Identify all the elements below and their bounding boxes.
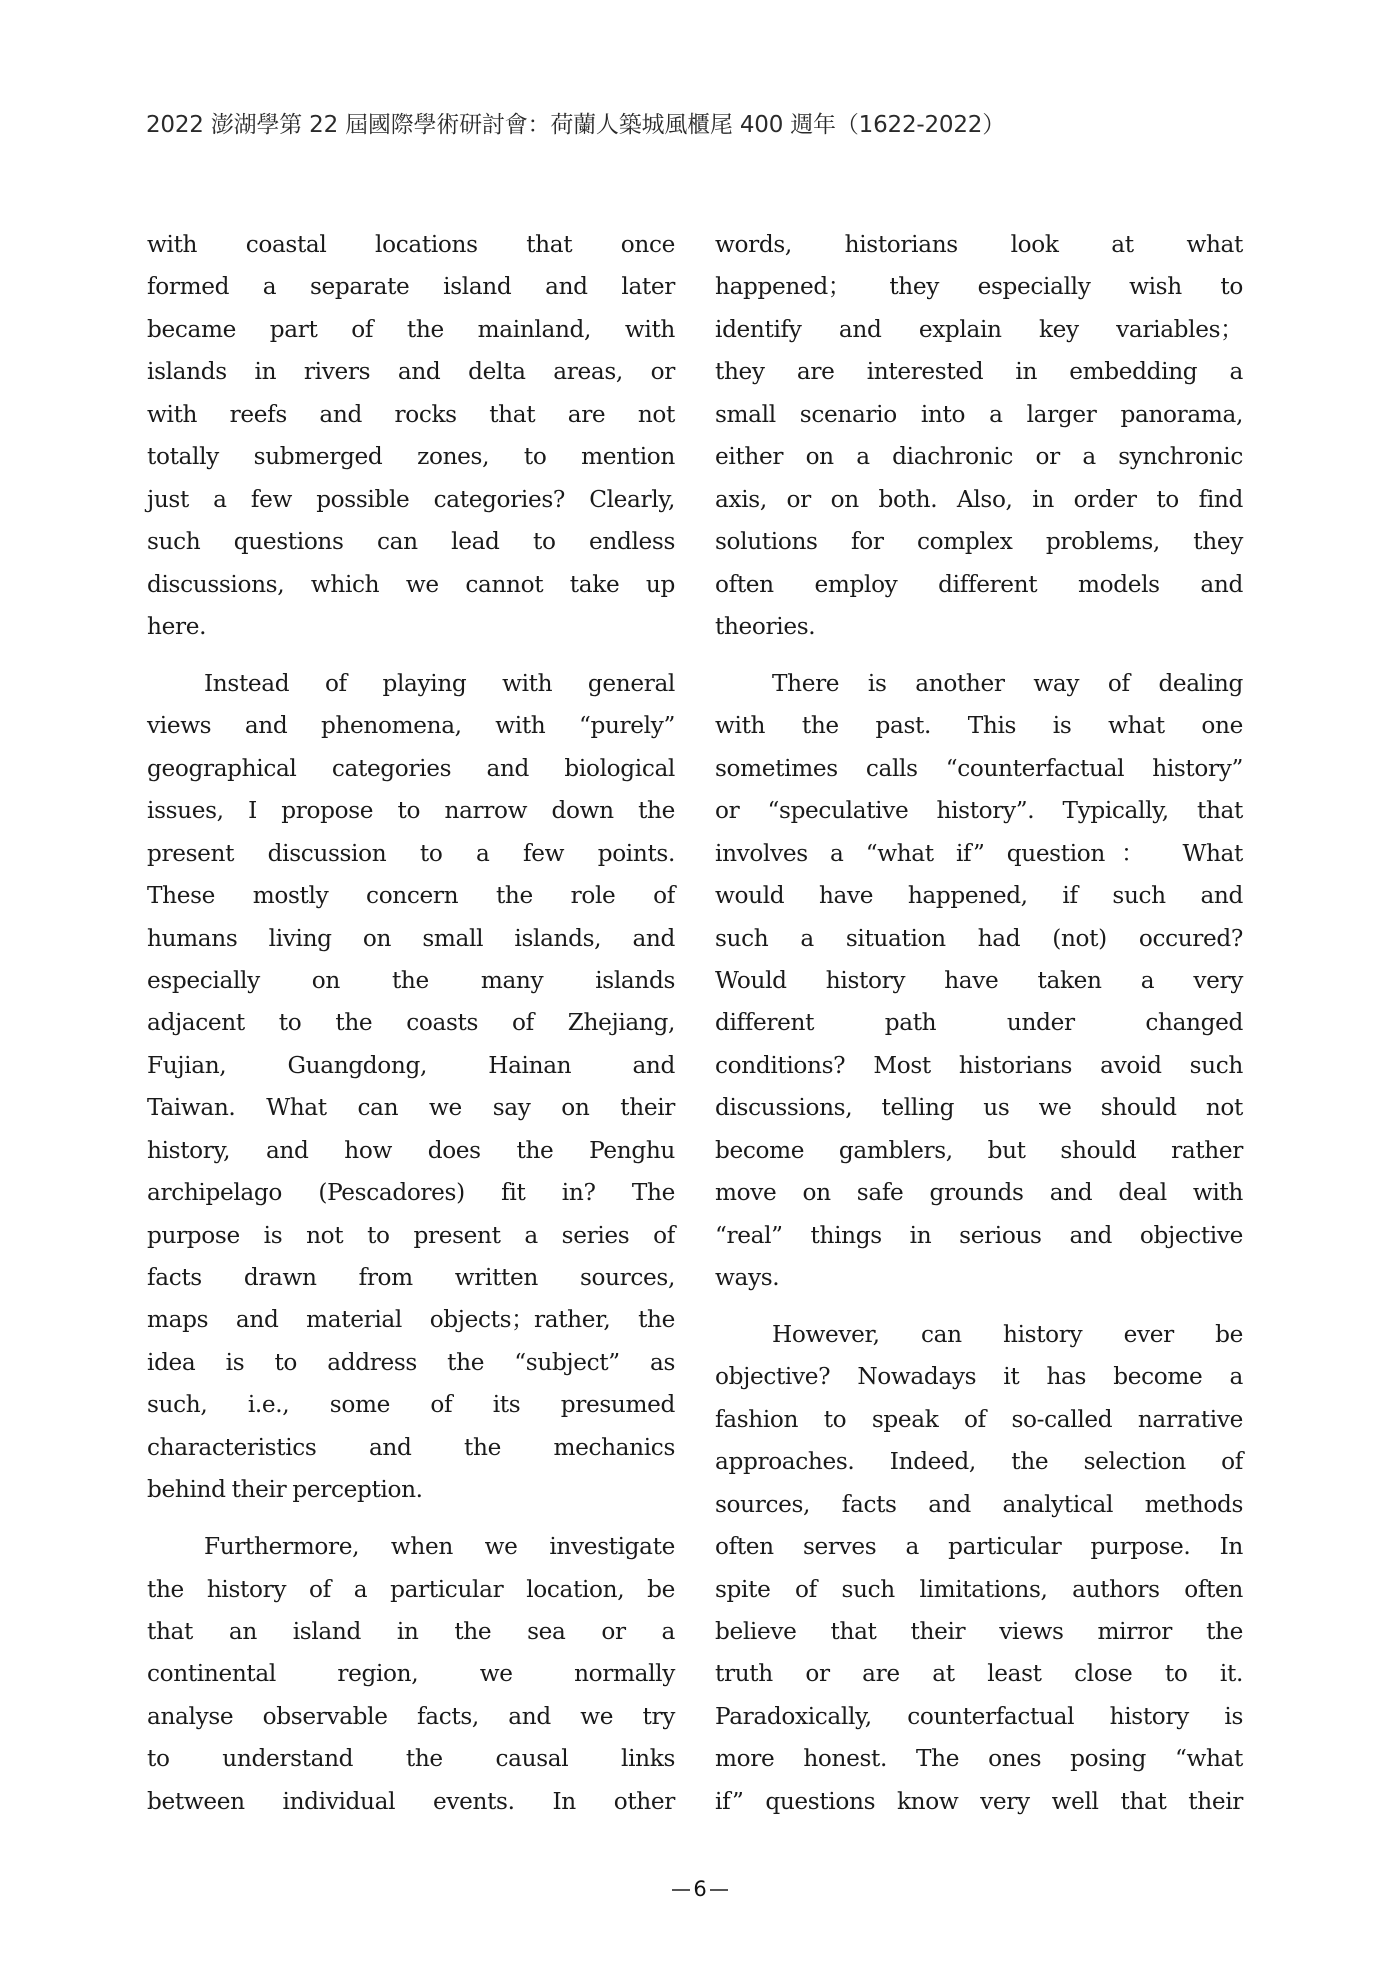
running-header: 2022 澎湖學第 22 屆國際學術研討會：荷蘭人築城風櫃尾 400 週年（1622-2022） xyxy=(146,112,1006,138)
text-line: became part of the mainland, with xyxy=(147,315,675,343)
text-line: axis, or on both. Also, in order to find xyxy=(715,485,1243,513)
text-line: they are interested in embedding a xyxy=(715,358,1243,386)
text-line: analyse observable facts, and we try xyxy=(147,1702,675,1730)
text-line: more honest. The ones posing “what xyxy=(715,1745,1243,1773)
left-column xyxy=(147,224,675,1838)
text-line: Paradoxically, counterfactual history is xyxy=(715,1702,1243,1730)
text-line: spite of such limitations, authors often xyxy=(715,1575,1243,1603)
text-line: if” questions know very well that their xyxy=(715,1787,1243,1815)
text-line: islands in rivers and delta areas, or xyxy=(147,358,675,386)
paragraph xyxy=(715,224,1243,648)
text-line: geographical categories and biological xyxy=(147,754,675,782)
paragraph xyxy=(715,1314,1243,1823)
text-line: Instead of playing with general xyxy=(204,669,675,697)
text-line: the history of a particular location, be xyxy=(147,1575,675,1603)
text-line: archipelago (Pescadores) fit in? The xyxy=(147,1179,675,1207)
text-line: These mostly concern the role of xyxy=(147,882,675,910)
text-line: present discussion to a few points. xyxy=(147,839,675,867)
paragraph xyxy=(147,224,675,648)
paragraph xyxy=(147,663,675,1512)
text-line: purpose is not to present a series of xyxy=(147,1221,675,1249)
text-line: Would history have taken a very xyxy=(715,966,1243,994)
text-line: move on safe grounds and deal with xyxy=(715,1179,1243,1207)
text-line: solutions for complex problems, they xyxy=(715,528,1243,556)
text-line: different path under changed xyxy=(715,1009,1243,1037)
text-line: words, historians look at what xyxy=(715,231,1243,258)
text-line: sources, facts and analytical methods xyxy=(715,1490,1243,1518)
page-number-dash-left xyxy=(672,1889,690,1891)
text-line: approaches. Indeed, the selection of xyxy=(715,1448,1243,1476)
text-line: to understand the causal links xyxy=(147,1745,675,1773)
text-line: often employ different models and xyxy=(715,570,1243,598)
text-line: such a situation had (not) occured? xyxy=(715,924,1243,952)
text-line: discussions, which we cannot take up xyxy=(147,570,675,598)
text-line: or “speculative history”. Typically, that xyxy=(715,797,1243,825)
text-line: issues, I propose to narrow down the xyxy=(147,797,675,825)
text-line: However, can history ever be xyxy=(772,1320,1243,1348)
text-line: between individual events. In other xyxy=(147,1787,675,1815)
text-line: such, i.e., some of its presumed xyxy=(147,1391,675,1419)
right-column xyxy=(715,224,1243,1838)
text-line: sometimes calls “counterfactual history” xyxy=(715,754,1243,782)
text-line: identify and explain key variables； xyxy=(715,315,1243,343)
paragraph xyxy=(147,1526,675,1823)
text-line: characteristics and the mechanics xyxy=(147,1433,675,1461)
text-line: discussions, telling us we should not xyxy=(715,1094,1243,1122)
text-line: theories. xyxy=(715,612,816,640)
text-line: such questions can lead to endless xyxy=(147,528,675,556)
page-number-value: 6 xyxy=(693,1877,707,1901)
text-line: conditions? Most historians avoid such xyxy=(715,1051,1243,1079)
text-line: here. xyxy=(147,612,207,640)
text-line: that an island in the sea or a xyxy=(147,1618,675,1645)
text-line: objective? Nowadays it has become a xyxy=(715,1363,1243,1391)
text-line: either on a diachronic or a synchronic xyxy=(715,443,1243,471)
text-line: formed a separate island and later xyxy=(147,273,675,301)
text-line: Taiwan. What can we say on their xyxy=(147,1094,675,1122)
text-line: Fujian, Guangdong, Hainan and xyxy=(147,1051,675,1079)
text-line: involves a “what if” question： What xyxy=(715,839,1243,867)
text-line: idea is to address the “subject” as xyxy=(147,1348,675,1376)
text-line: views and phenomena, with “purely” xyxy=(147,712,675,740)
text-line: would have happened, if such and xyxy=(715,882,1243,910)
text-line: There is another way of dealing xyxy=(772,669,1243,697)
text-line: with the past. This is what one xyxy=(715,712,1243,740)
text-line: maps and material objects；rather, the xyxy=(147,1306,675,1334)
text-line: with reefs and rocks that are not xyxy=(147,400,675,428)
text-line: ways. xyxy=(715,1264,780,1291)
text-line: often serves a particular purpose. In xyxy=(715,1533,1243,1561)
text-line: totally submerged zones, to mention xyxy=(147,443,675,471)
text-line: just a few possible categories? Clearly, xyxy=(147,485,675,513)
text-line: believe that their views mirror the xyxy=(715,1618,1243,1645)
text-line: facts drawn from written sources, xyxy=(147,1264,675,1291)
page-number-dash-right xyxy=(710,1889,728,1891)
text-line: small scenario into a larger panorama, xyxy=(715,400,1243,428)
text-line: continental region, we normally xyxy=(147,1660,675,1688)
text-line: especially on the many islands xyxy=(147,966,675,994)
text-line: Furthermore, when we investigate xyxy=(204,1533,675,1561)
text-line: become gamblers, but should rather xyxy=(715,1136,1243,1164)
paragraph xyxy=(715,663,1243,1300)
text-line: behind their perception. xyxy=(147,1476,423,1504)
text-line: truth or are at least close to it. xyxy=(715,1660,1243,1688)
text-line: happened； they especially wish to xyxy=(715,273,1243,301)
text-line: fashion to speak of so-called narrative xyxy=(715,1405,1243,1433)
page-number xyxy=(0,1876,1400,1902)
text-line: adjacent to the coasts of Zhejiang, xyxy=(147,1009,675,1037)
text-line: “real” things in serious and objective xyxy=(715,1221,1243,1249)
text-line: with coastal locations that once xyxy=(147,231,675,258)
text-line: humans living on small islands, and xyxy=(147,924,675,952)
text-line: history, and how does the Penghu xyxy=(147,1136,675,1164)
